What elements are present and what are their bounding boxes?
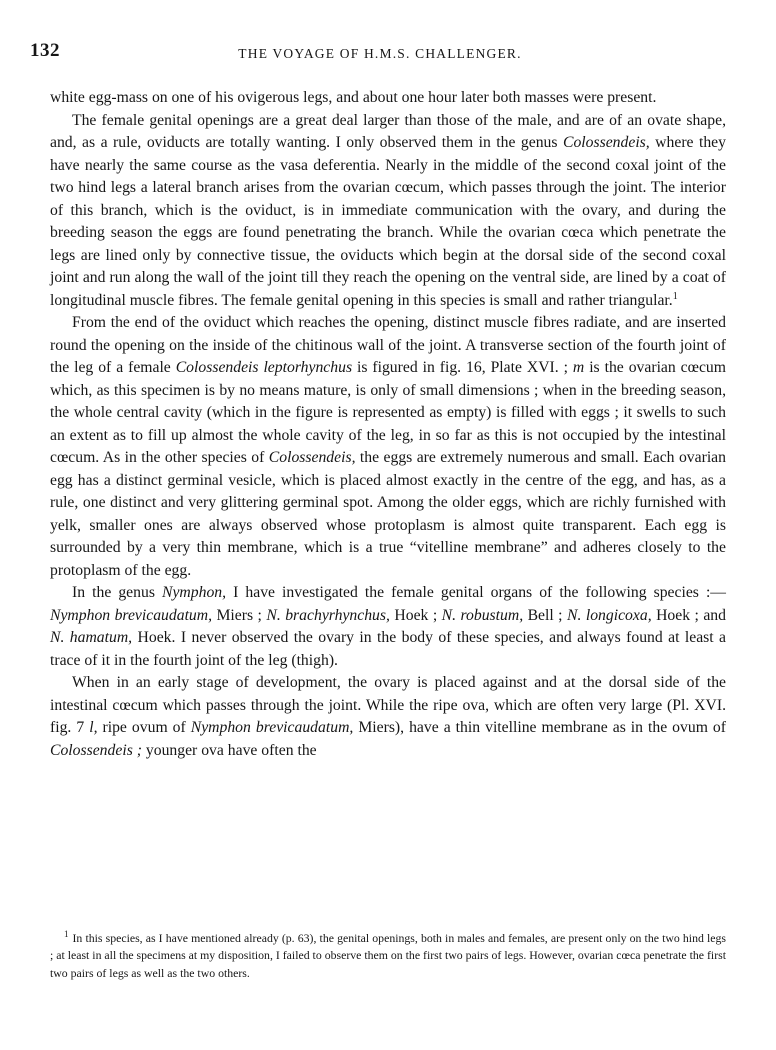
text-run: ripe ovum of (97, 719, 191, 736)
italic-text: Nymphon brevicaudatum, (50, 606, 213, 624)
text-run: In the genus (72, 584, 162, 601)
text-run: Hoek. I never observed the ovary in the body of these species, and always found at least a trace of it in the fourth joint of the leg (thigh). (50, 629, 726, 669)
paragraph (50, 312, 726, 582)
footnote-marker: 1 (64, 929, 69, 940)
italic-text: Colossendeis leptorhynchus (175, 359, 353, 376)
footnote-text: In this species, as I have mentioned already (p. 63), the genital openings, both in males and females, are present only on the two hind legs ; at least in all the specimens at my disposition, I failed to observe them on the first two pairs of legs. However, ovarian cœca penetrate the first two pairs of legs as well as the two others. (50, 931, 726, 980)
italic-text: l, (89, 719, 98, 736)
text-run: Bell ; (523, 606, 567, 624)
italic-text: N. robustum, (441, 606, 524, 624)
footnote-reference: 1 (672, 290, 678, 302)
italic-text: Colossendeis, (562, 134, 650, 151)
page-header (30, 40, 730, 68)
paragraph (50, 110, 726, 313)
paragraph (50, 87, 726, 110)
italic-text: N. hamatum, (50, 629, 133, 646)
italic-text: Colossendeis, (268, 449, 356, 466)
text-run: where they have nearly the same course as the vasa deferentia. Nearly in the middle of the second coxal joint of the two hind legs a lateral branch arises from the ovarian cœcum, which passes through the joint. The interior of this branch, which is the oviduct, is in immediate communication with the ovary, and during the breeding season the eggs are found penetrating the branch. While the ovarian cœca which penetrate the legs are lined only by connective tissue, the oviducts which begin at the dorsal side of the second coxal joint and run along the wall of the joint till they reach the opening on the ventral side, are lined by a coat of longitudinal muscle fibres. The female genital opening in this species is small and rather triangular. (50, 134, 726, 309)
running-title: THE VOYAGE OF H.M.S. CHALLENGER. (238, 46, 522, 61)
text-run: Miers ; (212, 606, 267, 624)
italic-text: N. brachyrhynchus, (266, 606, 390, 624)
paragraph (50, 672, 726, 762)
footnote (50, 930, 726, 982)
text-run: is figured in fig. 16, Plate XVI. ; (352, 359, 573, 376)
text-run: is the ovarian cœcum which, as this specimen is by no means mature, is only of small dimensions ; when in the breeding season, the whole central cavity (which in the figure is represented as empty) is filled with eggs ; it swells to such an extent as to fill up almost the whole cavity of the leg, in so far as this is not occupied by the intestinal cœcum. As in the other species of (50, 359, 726, 466)
text-run: When in an early stage of development, the ovary is placed against and at the dorsal side of the intestinal cœcum which passes through the joint. While the ripe ova, which are often very large (Pl. XVI. fig. 7 (50, 674, 726, 736)
text-run: Hoek ; and (651, 606, 726, 624)
text-run: younger ova have often the (141, 741, 317, 759)
page-number: 132 (30, 40, 60, 61)
italic-text: Nymphon, (162, 584, 227, 601)
text-run: white egg-mass on one of his ovigerous legs, and about one hour later both masses were present. (50, 89, 657, 106)
italic-text: Nymphon brevicaudatum, (190, 719, 354, 736)
text-run: Miers), have a thin vitelline membrane as in the ovum of (353, 719, 726, 736)
text-run: I have investigated the female genital organs of the following species :— (226, 584, 726, 601)
text-run: From the end of the oviduct which reaches the opening, distinct muscle fibres radiate, and are inserted round the opening on the inside of the chitinous wall of the joint. A transverse section of the fourth joint of the leg of a female (50, 314, 726, 376)
italic-text: Colossendeis ; (50, 741, 142, 759)
text-run: the eggs are extremely numerous and small. Each ovarian egg has a distinct germinal vesicle, which is placed almost exactly in the centre of the egg, and has, as a rule, one distinct and very glittering germinal spot. Among the older eggs, which are richly furnished with yelk, smaller ones are always observed whose protoplasm is almost quite transparent. Each egg is surrounded by a very thin membrane, which is a true “vitelline membrane” and adheres closely to the protoplasm of the egg. (50, 449, 726, 579)
italic-text: m (572, 359, 585, 376)
body-text (50, 87, 726, 762)
paragraph (50, 582, 726, 672)
text-run: Hoek ; (389, 606, 442, 624)
text-run: The female genital openings are a great deal larger than those of the male, and are of an ovate shape, and, as a rule, oviducts are totally wanting. I only observed them in the genus (50, 111, 726, 151)
italic-text: N. longicoxa, (567, 606, 652, 624)
